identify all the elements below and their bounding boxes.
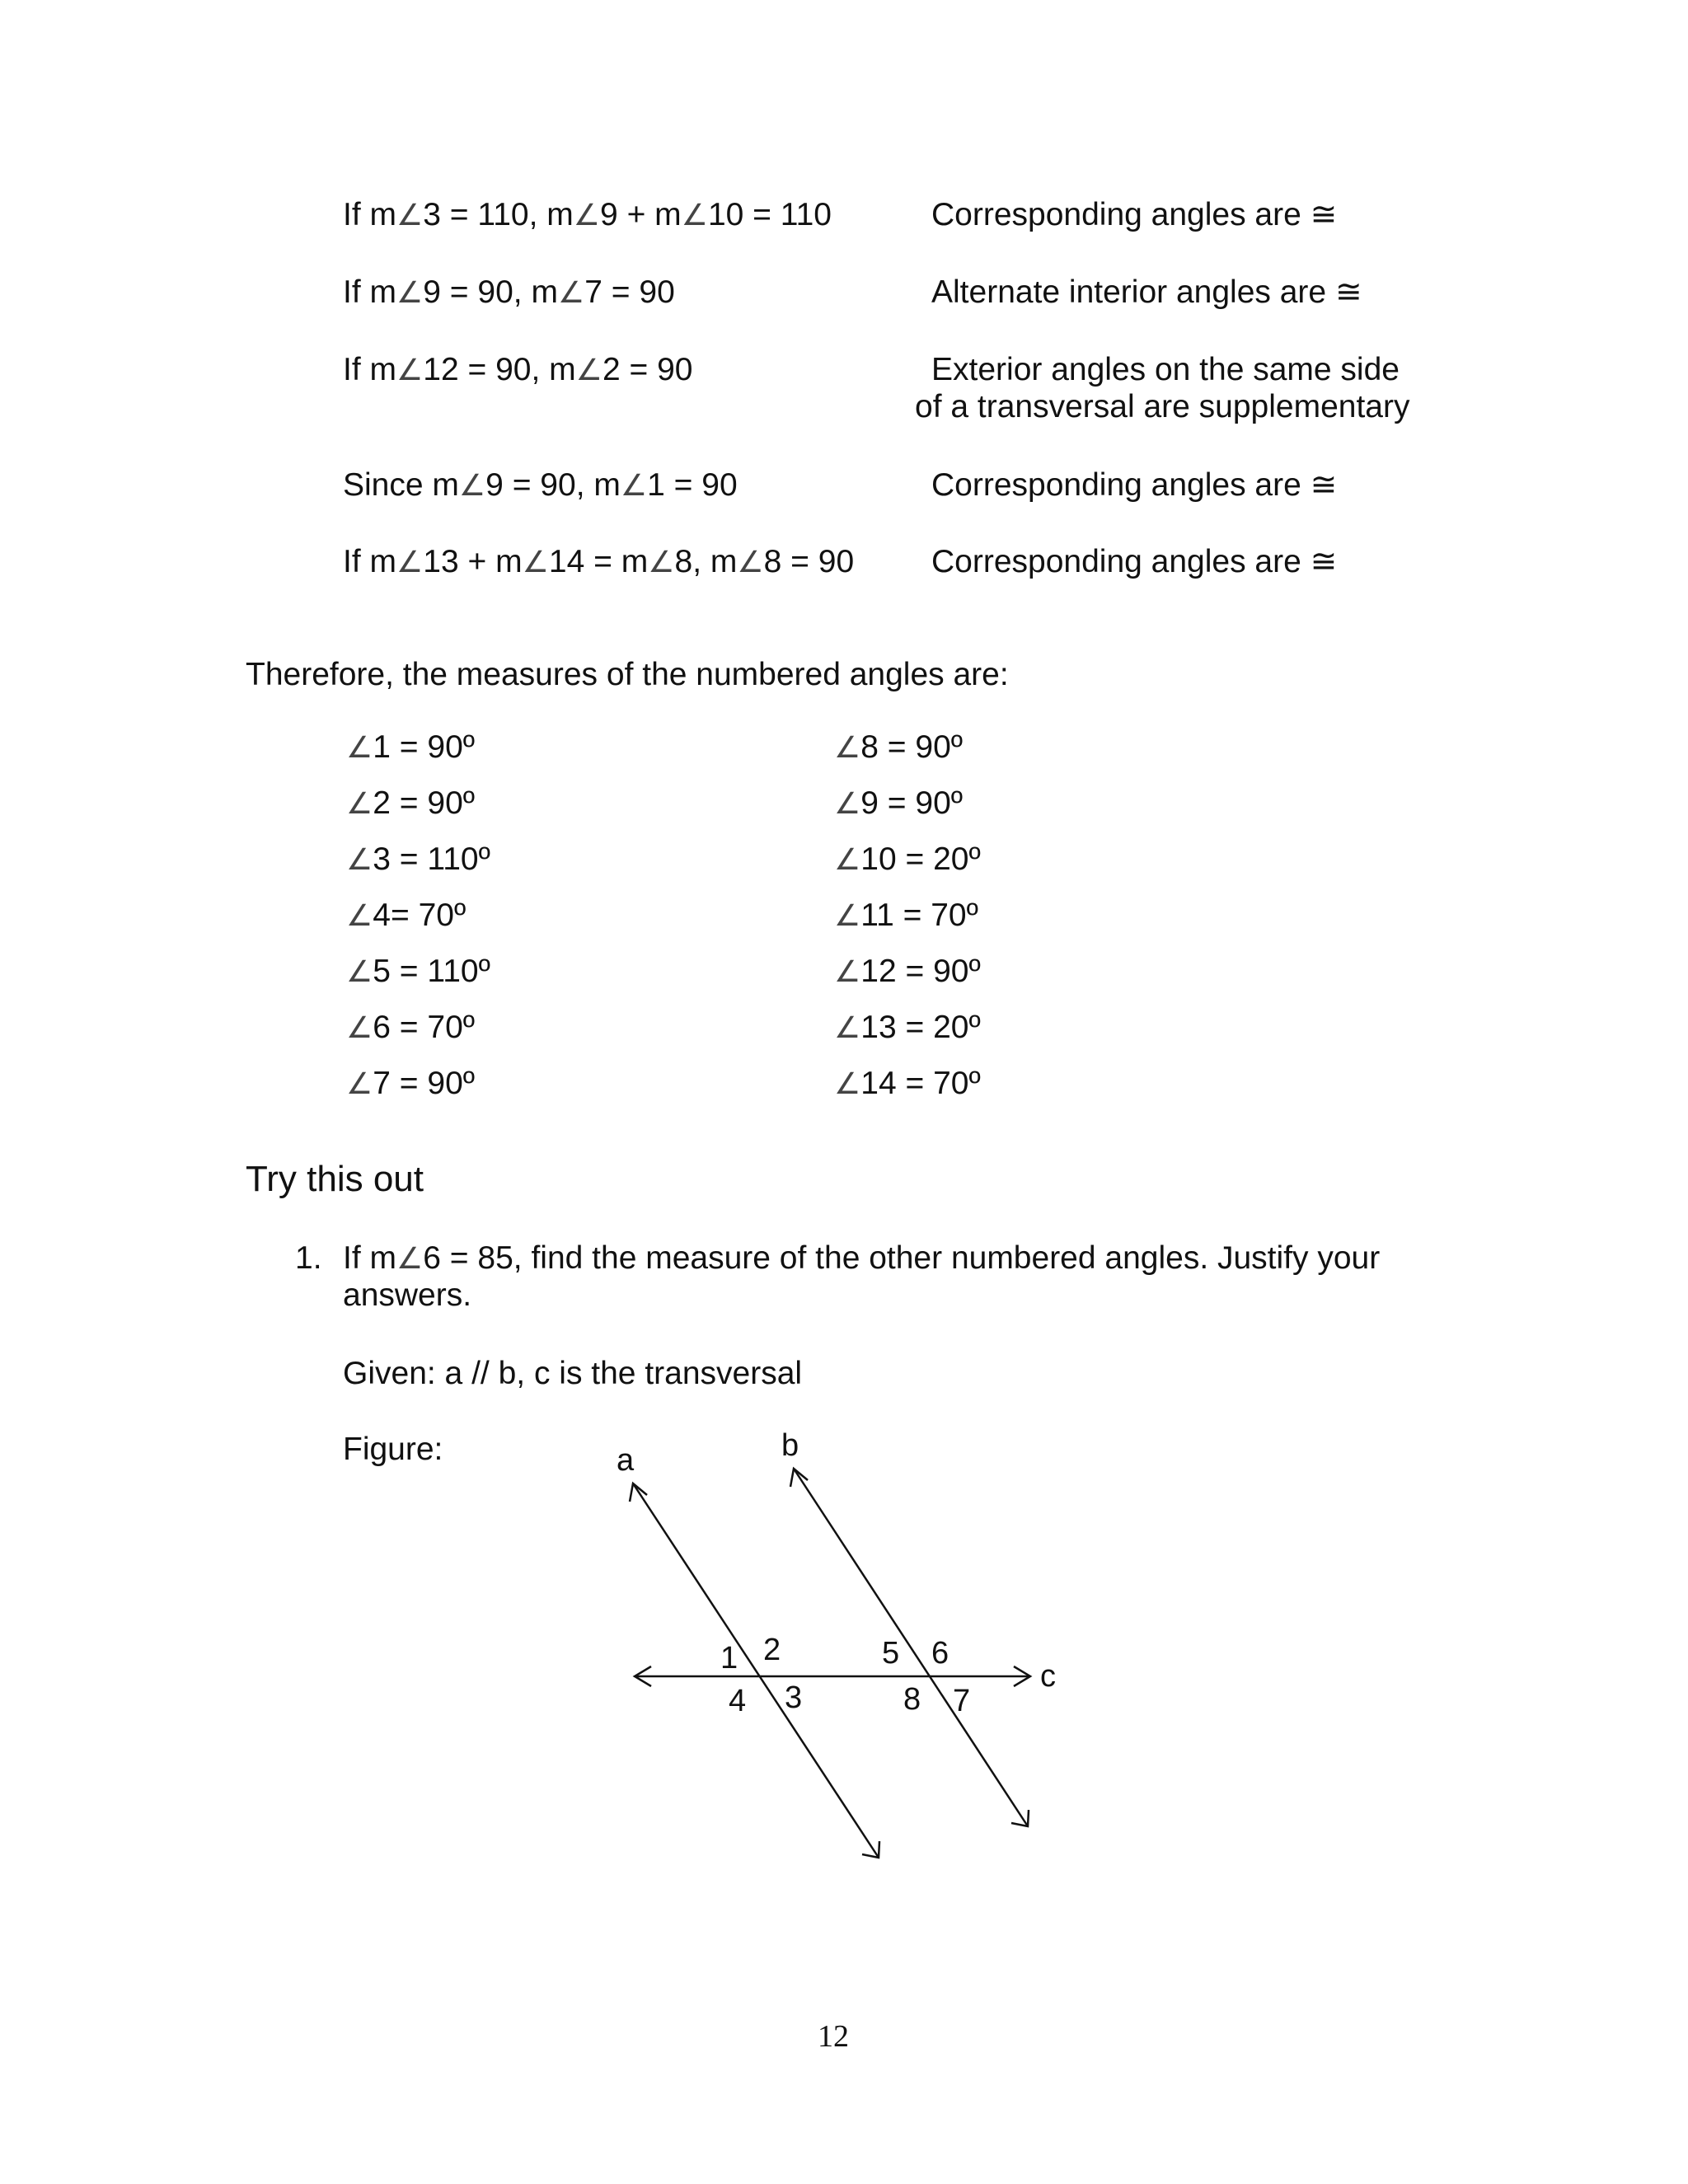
statement-1-reason: Corresponding angles are ≅	[931, 197, 1338, 232]
angle-symbol-icon: ∠	[648, 546, 675, 579]
angle-symbol-icon: ∠	[834, 843, 861, 877]
statement-3-reason-line2: of a transversal are supplementary	[915, 389, 1410, 424]
angle-label-2: 2	[763, 1633, 781, 1667]
measure-right-6: ∠13 = 20º	[834, 1010, 981, 1045]
angle-label-3: 3	[785, 1680, 803, 1715]
angle-label-5: 5	[882, 1636, 900, 1671]
angle-symbol-icon: ∠	[834, 1067, 861, 1101]
measure-left-1: ∠1 = 90º	[346, 729, 476, 765]
angle-label-6: 6	[931, 1636, 950, 1671]
measure-left-3: ∠3 = 110º	[346, 841, 490, 877]
section-heading: Try this out	[246, 1159, 424, 1199]
line-a	[633, 1483, 879, 1858]
statement-4-claim: Since m∠9 = 90, m∠1 = 90	[343, 467, 738, 503]
angle-label-8: 8	[903, 1682, 921, 1717]
measure-right-3: ∠10 = 20º	[834, 841, 981, 877]
exercise-question-line2: answers.	[343, 1277, 472, 1313]
angle-symbol-icon: ∠	[346, 1011, 373, 1045]
angle-symbol-icon: ∠	[346, 843, 373, 877]
angle-symbol-icon: ∠	[681, 199, 708, 232]
measure-left-6: ∠6 = 70º	[346, 1010, 476, 1045]
statement-5-claim: If m∠13 + m∠14 = m∠8, m∠8 = 90	[343, 544, 855, 579]
angle-symbol-icon: ∠	[396, 1242, 424, 1276]
angle-symbol-icon: ∠	[573, 199, 601, 232]
measure-right-4: ∠11 = 70º	[834, 898, 978, 933]
measure-right-1: ∠8 = 90º	[834, 729, 964, 765]
page-number: 12	[818, 2019, 849, 2054]
statement-3-claim: If m∠12 = 90, m∠2 = 90	[343, 352, 693, 387]
line-label-c: c	[1040, 1659, 1056, 1694]
angle-symbol-icon: ∠	[458, 469, 486, 503]
statement-3-reason: Exterior angles on the same side	[931, 352, 1400, 387]
exercise-number: 1.	[295, 1240, 322, 1276]
statement-2-reason: Alternate interior angles are ≅	[931, 274, 1362, 310]
angle-label-7: 7	[953, 1684, 971, 1718]
statement-2-claim: If m∠9 = 90, m∠7 = 90	[343, 274, 675, 310]
statement-1-claim: If m∠3 = 110, m∠9 + m∠10 = 110	[343, 197, 832, 232]
statement-5-reason: Corresponding angles are ≅	[931, 544, 1338, 579]
therefore-text: Therefore, the measures of the numbered angles are:	[246, 657, 1009, 692]
angle-symbol-icon: ∠	[834, 899, 861, 933]
exercise-question-line1: If m∠6 = 85, find the measure of the other numbered angles. Justify your	[343, 1240, 1381, 1276]
statement-4-reason: Corresponding angles are ≅	[931, 467, 1338, 503]
angle-symbol-icon: ∠	[396, 354, 424, 387]
line-label-b: b	[781, 1428, 799, 1463]
angle-symbol-icon: ∠	[346, 955, 373, 989]
measure-right-5: ∠12 = 90º	[834, 954, 981, 989]
angle-symbol-icon: ∠	[396, 199, 424, 232]
given-text: Given: a // b, c is the transversal	[343, 1356, 803, 1391]
angle-symbol-icon: ∠	[834, 731, 861, 765]
angle-label-1: 1	[720, 1641, 738, 1675]
line-label-a: a	[617, 1443, 635, 1478]
angle-symbol-icon: ∠	[737, 546, 764, 579]
angle-symbol-icon: ∠	[396, 546, 424, 579]
figure-label: Figure:	[343, 1432, 443, 1467]
angle-symbol-icon: ∠	[522, 546, 549, 579]
measure-left-7: ∠7 = 90º	[346, 1066, 476, 1101]
angle-symbol-icon: ∠	[834, 955, 861, 989]
angle-symbol-icon: ∠	[834, 1011, 861, 1045]
angle-symbol-icon: ∠	[396, 276, 424, 310]
measure-left-5: ∠5 = 110º	[346, 954, 490, 989]
angle-label-4: 4	[729, 1684, 747, 1718]
measure-left-4: ∠4= 70º	[346, 898, 467, 933]
angle-symbol-icon: ∠	[346, 1067, 373, 1101]
angle-symbol-icon: ∠	[575, 354, 603, 387]
angle-symbol-icon: ∠	[620, 469, 648, 503]
angle-symbol-icon: ∠	[346, 731, 373, 765]
angle-symbol-icon: ∠	[346, 787, 373, 821]
angle-symbol-icon: ∠	[834, 787, 861, 821]
measure-right-2: ∠9 = 90º	[834, 785, 964, 821]
angle-symbol-icon: ∠	[557, 276, 585, 310]
measure-right-7: ∠14 = 70º	[834, 1066, 981, 1101]
angle-symbol-icon: ∠	[346, 899, 373, 933]
measure-left-2: ∠2 = 90º	[346, 785, 476, 821]
line-b	[794, 1469, 1028, 1826]
